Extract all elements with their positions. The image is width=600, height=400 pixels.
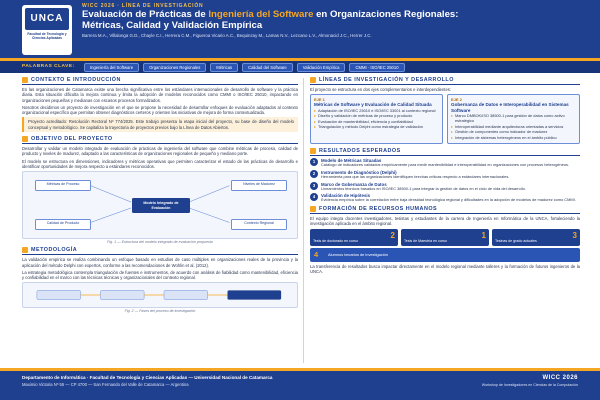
eje-title: Gobernanza de Datos e Interoperabilidad en Sistemas Software [451, 102, 569, 113]
column-divider [303, 78, 304, 363]
list-item: ▸ Triangulación y método Delphi como estrategia de validación [314, 125, 439, 130]
list-item: ▸ Gestión de componentes como indicador de madurez [451, 130, 576, 135]
eje-number: EJE 1 [314, 97, 325, 103]
stat-label: Tesinas de grado actuales [495, 239, 537, 244]
header-text [82, 3, 582, 39]
section-square-icon [22, 136, 28, 142]
section-square-icon [310, 148, 316, 154]
rrhh-stat-card [401, 229, 489, 246]
diagram-box-product: Calidad de Producto [35, 219, 91, 230]
left-column [22, 76, 298, 315]
section-header-rrhh [310, 205, 580, 214]
result-body [321, 170, 580, 180]
logo-subtitle: Facultad de Tecnología y Ciencias Aplicadas [27, 32, 67, 41]
lineas-intro: El proyecto se estructura en dos ejes complementarios e interdependientes: [310, 87, 452, 92]
stat-label: Tesis de Maestría en curso [404, 239, 447, 244]
contexto-paragraph-1: En las organizaciones de Catamarca existe una brecha significativa entre los estándares internacionales de desarrollo de software y la práctica diaria. Esta situación dificulta la mejora continua y limita la adopción de modelos reconocidos como CMMI o ISO/IEC 25010, impactando en organizaciones pequeñas y medianas con escasos procesos formalizados. [22, 87, 298, 103]
list-item: ▸ Adaptación de ISO/IEC 25010 e ISO/IEC 33001 al contexto regional [314, 109, 439, 114]
keyword-tag: Ingeniería del Software [84, 63, 139, 72]
result-item [310, 193, 580, 203]
callout-text: Proyecto acreditado: Resolución Rectoral Nº 774/2025. Este trabajo presenta la etapa inicial del proyecto, su base de diseño del modelo conceptual y metodológico. Se capitaliza la trayectoria de proyectos previos bajo la LÍnea de Datos Abiertos. [28, 119, 294, 130]
title-highlight: Ingeniería del Software [208, 9, 314, 20]
poster-footer [0, 368, 600, 400]
research-line-card-2 [447, 94, 580, 144]
result-item [310, 170, 580, 180]
keyword-tag: Validación Empírica [297, 63, 346, 72]
keywords-list [84, 63, 405, 72]
list-item: ▸ Diseño y validación de métricas de proceso y producto [314, 114, 439, 119]
figure-caption-1: Fig. 1 — Estructura del modelo integrado de evaluación propuesto [107, 240, 213, 245]
section-header-objetivo [22, 135, 298, 144]
stat-value: 4 [314, 249, 319, 259]
section-square-icon [22, 77, 28, 83]
result-body [321, 182, 580, 192]
stat-label: Tesis de doctorado en curso [313, 239, 358, 244]
metodologia-paragraph-2: La estrategia metodológica contempla triangulación de fuentes e instrumentos, de acuerdo con análisis de fiabilidad como mantenibilidad, eficiencia y confiabilidad en el marco con las técnicas técnicas y organizacionales del contexto regional. [22, 269, 298, 281]
section-title: METODOLOGÍA [31, 247, 78, 254]
authors-list: Barrera M.A., Villalonga G.D., Chayle C.I., Herrera C.M., Figueroa Vicario A.C., Bequinzay M., Lamas N.V., Lezcano L.V., Almonacid J.C., Herrer J.C. [82, 33, 372, 39]
result-text: Evidencia empírica sobre la correlación entre baja densidad tecnológica regional y dificultades en la adopción de modelos de madurez como CMMI. [321, 197, 576, 203]
keywords-bar [0, 61, 600, 73]
eje-title: Métricas de Software y Evaluación de Calidad Situada [314, 102, 432, 108]
rrhh-stats-wide [310, 248, 580, 262]
rrhh-stat-card-wide [310, 248, 580, 262]
section-title: LÍNEAS DE INVESTIGACIÓN Y DESARROLLO [319, 77, 454, 83]
result-number-badge: 3 [310, 182, 318, 190]
header-kicker: WICC 2026 · LÍNEA DE INVESTIGACIÓN [82, 3, 204, 9]
eje-number: EJE 2 [451, 97, 462, 103]
section-header-resultados [310, 147, 580, 156]
rrhh-stats [310, 229, 580, 246]
rrhh-stat-card [310, 229, 398, 246]
result-body [321, 193, 580, 203]
keyword-tag: Métricas [210, 63, 238, 72]
contexto-paragraph-2: Nosotros decidimos un proyecto de investigación en el que se propone la necesidad de desarrollar enfoques de evaluación adaptados al contexto organizacional específico que permitan obtener diagnósticos certeros y orienten las iniciativas de mejora de forma contextualizada. [22, 104, 298, 116]
keyword-tag: Calidad del Software [242, 63, 293, 72]
footer-event-logo: WICC 2026 [542, 375, 578, 381]
result-text: Lineamientos técnicos basados en ISO/IEC 38500-1 para integrar la gestión de datos en el ciclo de vida del desarrollo. [321, 185, 526, 191]
title-part-a: Evaluación de Prácticas de [82, 9, 209, 20]
list-item: ▸ Marco DMBOK/ISO 38500-1 para gestión de datos como activo estratégico [451, 114, 576, 124]
section-header-contexto [22, 76, 298, 85]
result-title: Instrumento de Diagnóstico (Delphi) [321, 169, 397, 175]
keywords-label: PALABRAS CLAVE: [22, 64, 75, 69]
objetivo-paragraph-1: Desarrollar y validar un modelo integrado de evaluación de prácticas de ingeniería del software que combine métricas de proceso, calidad de producto y niveles de madurez, adaptado a las características de organizaciones regionales de pequeño y mediano porte. [22, 146, 298, 157]
diagram-box-model: Modelo Integrado de Evaluación [132, 198, 190, 213]
diagram-box-context: Contexto Regional [231, 219, 287, 230]
list-item: ▸ Interoperabilidad mediante arquitecturas orientadas a servicios [451, 125, 576, 130]
right-column [310, 76, 580, 276]
footer-institution: Departamento de Informática · Facultad de Tecnología y Ciencias Aplicadas — Universidad Nacional de Catamarca [22, 375, 273, 380]
phases-shapes [23, 283, 297, 307]
model-diagram [22, 171, 298, 239]
result-item [310, 182, 580, 192]
diagram-box-maturity: Niveles de Madurez [231, 180, 287, 191]
eje-items [451, 114, 576, 140]
university-logo [22, 5, 72, 55]
rrhh-stat-card [492, 229, 580, 246]
footer-address: Maximio Victoria Nº 55 — CP 4700 — San Fernando del Valle de Catamarca — Argentina [22, 382, 189, 387]
title-part-b: en Organizaciones Regionales: [313, 9, 459, 20]
result-title: Modelo de Métricas Situadas [321, 158, 382, 164]
rrhh-intro: El equipo integra docentes investigadores, tesistas y estudiantes de la carrera de Ingeniería en Informática de la UNCA, fortaleciendo la investigación aplicada en el ámbito regional. [310, 216, 580, 227]
result-text: Herramienta para que las organizaciones identifiquen brechas críticas respecto a estándares internacionales. [321, 173, 510, 179]
results-list [310, 158, 580, 203]
rrhh-outro: La transferencia de resultados busca impactar directamente en el modelo regional mediante talleres y la formación de futuros ingenieros de la UNCA. [310, 263, 580, 274]
stat-value: 3 [572, 230, 577, 240]
keyword-tag: CMMI · ISO/IEC 25010 [349, 63, 404, 72]
objetivo-paragraph-2: El modelo se estructura en dimensiones, indicadores y métricas operativas que permiten caracterizar el estado de las prácticas de desarrollo e identificar oportunidades de mejora respecto a estándares reconocidos. [22, 158, 298, 169]
section-title: CONTEXTO E INTRODUCCIÓN [31, 77, 121, 83]
result-item [310, 158, 580, 168]
stat-label: Alumnos becarios de investigación [328, 252, 388, 258]
title-part-c: Métricas, Calidad y Validación Empírica [82, 19, 263, 31]
project-callout [22, 117, 298, 132]
poster-header [0, 0, 600, 58]
eje-items [314, 109, 439, 131]
section-square-icon [310, 206, 316, 212]
logo-mark: UNCA [25, 8, 69, 30]
result-title: Validación de Hipótesis [321, 193, 371, 199]
metodologia-paragraph-1: La validación empírica se realiza combinando un enfoque basado en estudios de caso múltiples en organizaciones reales de la provincia y la aplicación del método Delphi con expertos, conforme a las recomendaciones de Wohlin et al. (2012). [22, 257, 298, 268]
method-phases-graphic [22, 282, 298, 308]
section-title: RESULTADOS ESPERADOS [319, 148, 401, 155]
diagram-box-process: Métricas de Proceso [35, 180, 91, 191]
section-header-metodologia [22, 246, 298, 255]
result-number-badge: 1 [310, 158, 318, 166]
figure-caption-2: Fig. 2 — Fases del proceso de investigación [124, 309, 196, 314]
footer-event-name: Workshop de Investigadores en Ciencias de la Computación [481, 383, 578, 387]
list-item: ▸ Integración de sistemas heterogéneos en el ámbito público [451, 136, 576, 141]
research-lines-grid [310, 94, 580, 144]
poster-title [82, 10, 582, 31]
section-square-icon [310, 77, 316, 83]
section-header-lineas [310, 76, 580, 85]
keyword-tag: Organizaciones Regionales [143, 63, 206, 72]
result-number-badge: 4 [310, 193, 318, 201]
section-square-icon [22, 247, 28, 253]
result-number-badge: 2 [310, 170, 318, 178]
result-body [321, 158, 580, 168]
result-title: Marco de Gobernanza de Datos [321, 181, 387, 187]
section-title: OBJETIVO DEL PROYECTO [31, 136, 113, 143]
section-title: FORMACIÓN DE RECURSOS HUMANOS [319, 206, 438, 213]
stat-value: 1 [481, 230, 486, 240]
list-item: ▸ Evaluación de mantenibilidad, eficiencia y confiabilidad [314, 120, 439, 125]
stat-value: 2 [390, 230, 395, 240]
result-text: Catálogo de indicadores validados empíricamente para medir mantenibilidad e interoperabilidad en organizaciones con procesos heterogéneos. [321, 162, 570, 168]
research-line-card-1 [310, 94, 443, 144]
